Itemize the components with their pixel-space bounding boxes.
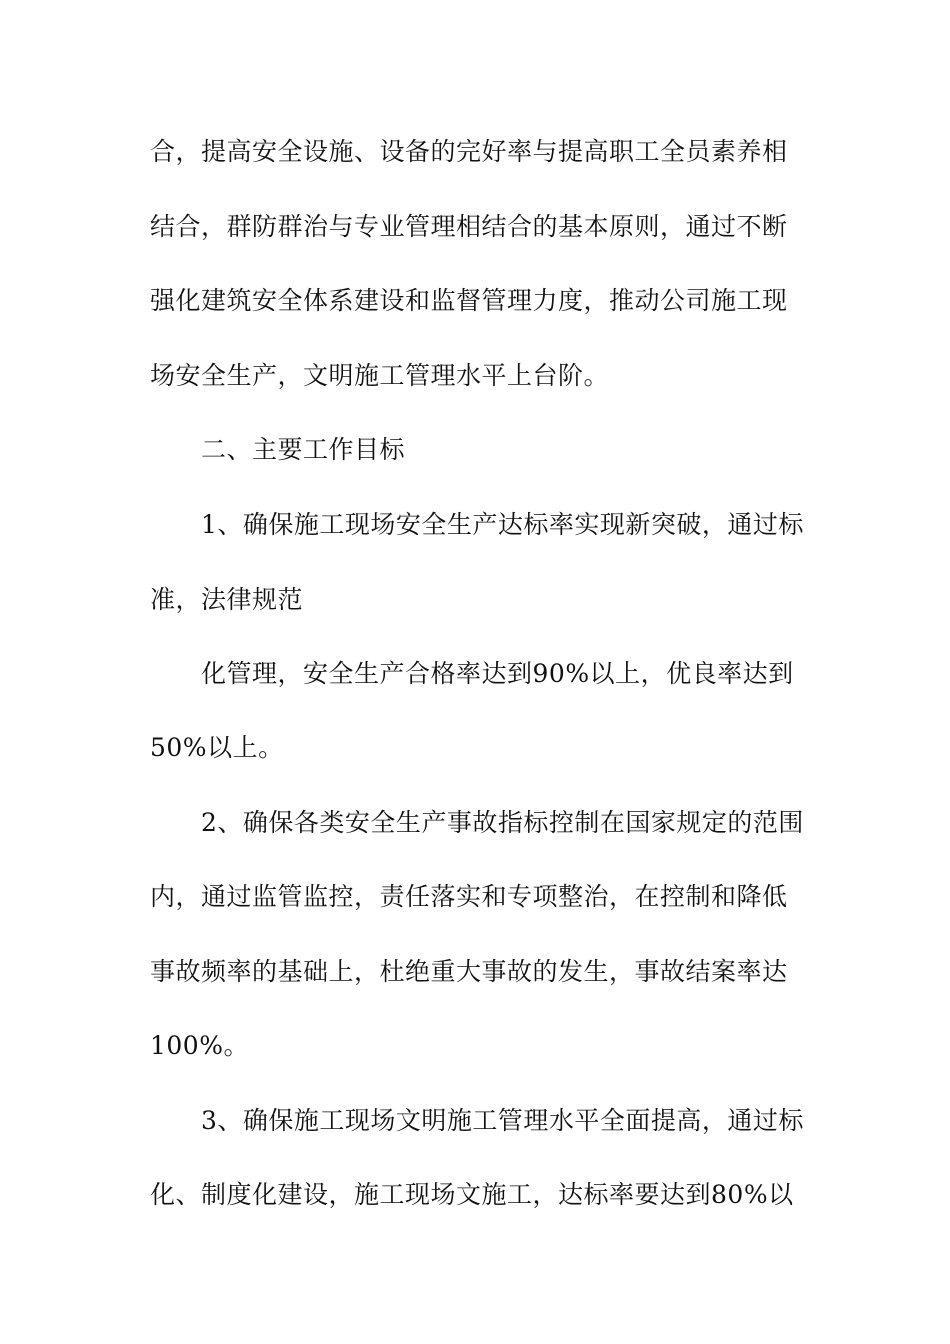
section-heading: 二、主要工作目标	[201, 435, 406, 464]
body-text-line: 化管理，安全生产合格率达到90%以上，优良率达到	[201, 659, 794, 688]
body-text-line: 100%。	[150, 1031, 249, 1060]
body-text-line: 3、确保施工现场文明施工管理水平全面提高，通过标	[201, 1106, 804, 1135]
body-text-line: 50%以上。	[150, 733, 284, 762]
body-text-line: 化、制度化建设，施工现场文施工，达标率要达到80%以	[150, 1180, 794, 1209]
body-text-line: 准，法律规范	[150, 585, 304, 614]
body-text-line: 1、确保施工现场安全生产达标率实现新突破，通过标	[201, 510, 804, 539]
body-text-line: 合，提高安全设施、设备的完好率与提高职工全员素养相	[150, 137, 788, 166]
body-text-line: 场安全生产，文明施工管理水平上台阶。	[150, 361, 610, 390]
body-text-line: 强化建筑安全体系建设和监督管理力度，推动公司施工现	[150, 286, 788, 315]
body-text-line: 内，通过监管监控，责任落实和专项整治，在控制和降低	[150, 882, 788, 911]
body-text-line: 2、确保各类安全生产事故指标控制在国家规定的范围	[201, 808, 804, 837]
body-text-line: 结合，群防群治与专业管理相结合的基本原则，通过不断	[150, 212, 788, 241]
body-text-line: 事故频率的基础上，杜绝重大事故的发生，事故结案率达	[150, 957, 788, 986]
